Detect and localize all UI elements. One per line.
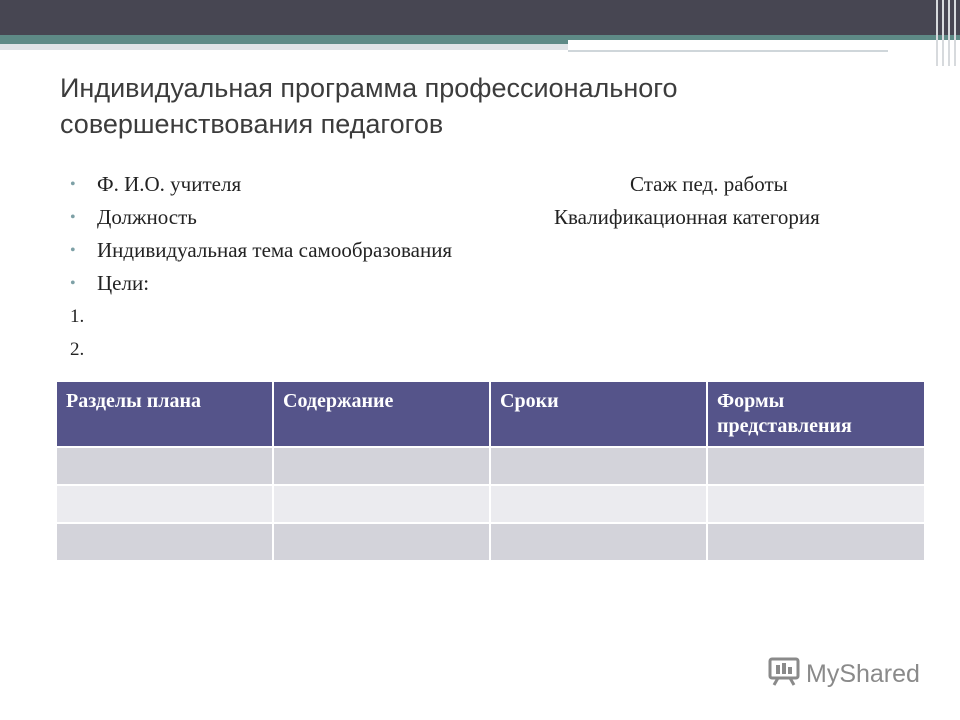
teacher-name-label: Ф. И.О. учителя [97,172,242,196]
table-cell [707,447,924,485]
position-label: Должность [97,205,197,229]
watermark-text: MyShared [806,659,920,688]
table-cell [707,523,924,561]
corner-lines-decoration [930,0,960,66]
list-item [70,201,930,234]
goals-label: Цели: [97,271,150,295]
experience-label: Стаж пед. работы [630,172,788,196]
presentation-icon [768,656,800,693]
tab-line-decoration [568,50,888,52]
self-education-topic-label: Индивидуальная тема самообразования [97,238,453,262]
bullet-icon: • [70,209,76,226]
column-header-deadlines: Сроки [490,382,707,447]
table-cell [57,523,273,561]
table-cell [273,447,490,485]
number-label: 2. [70,339,85,360]
table-header-row [57,382,924,447]
table-row [57,523,924,561]
title-tab-decoration [568,40,960,66]
bullet-list [70,168,930,366]
table-cell [490,523,707,561]
bullet-icon: • [70,275,76,292]
category-label: Квалификационная категория [554,205,820,229]
table-row [57,485,924,523]
table-cell [490,485,707,523]
column-header-sections: Разделы плана [57,382,273,447]
bullet-icon: • [70,176,76,193]
column-header-content: Содержание [273,382,490,447]
top-decorative-band [0,0,960,35]
table-cell [490,447,707,485]
list-item [70,234,930,267]
table-row [57,447,924,485]
table-cell [57,447,273,485]
number-label: 1. [70,306,85,327]
list-item [70,168,930,201]
table-cell [707,485,924,523]
table-cell [57,485,273,523]
numbered-item [70,300,930,333]
table-cell [273,523,490,561]
watermark [768,656,920,692]
column-header-forms: Формы представления [707,382,924,447]
table-cell [273,485,490,523]
slide-title: Индивидуальная программа профессионального совершенствования педагогов [60,73,678,139]
numbered-item [70,333,930,366]
bullet-icon: • [70,242,76,259]
plan-table [57,382,924,562]
list-item [70,267,930,300]
